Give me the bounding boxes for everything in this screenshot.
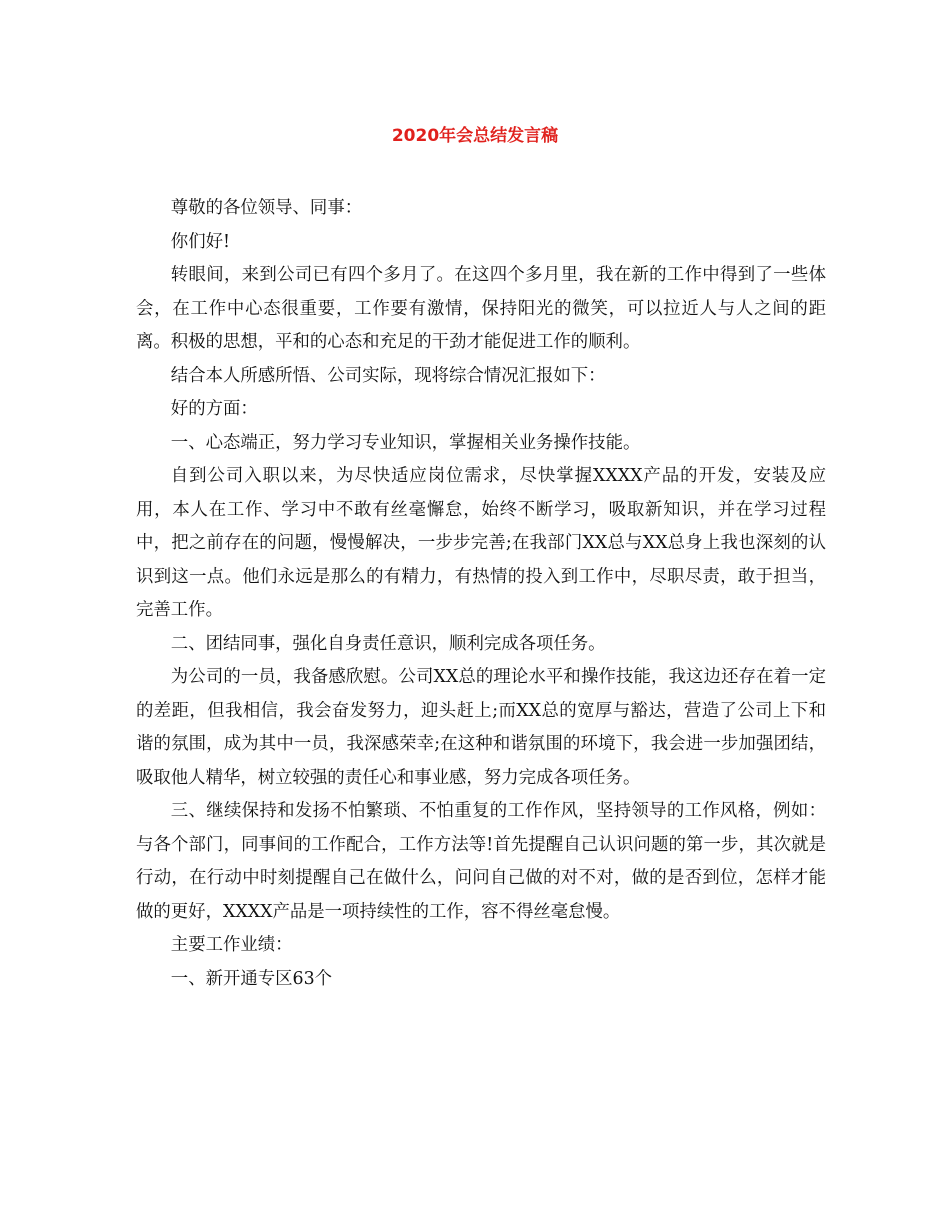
point-body-1: 自到公司入职以来，为尽快适应岗位需求，尽快掌握XXXX产品的开发，安装及应用，本人在工作、学习中不敢有丝毫懈怠，始终不断学习，吸取新知识，并在学习过程中，把之前存在的问题，慢慢解决，一步步完善;在我部门XX总与XX总身上我也深刻的认识到这一点。他们永远是那么的有精力，有热情的投入到工作中，尽职尽责，敢于担当，完善工作。 [136,466,826,620]
point-body-2: 为公司的一员，我备感欣慰。公司XX总的理论水平和操作技能，我这边还存在着一定的差距，但我相信，我会奋发努力，迎头赶上;而XX总的宽厚与豁达，营造了公司上下和谐的氛围，成为其中一员，我深感荣幸;在这种和谐氛围的环境下，我会进一步加强团结，吸取他人精华，树立较强的责任心和事业感，努力完成各项任务。 [136,667,826,788]
point-heading-1: 一、心态端正，努力学习专业知识，掌握相关业务操作技能。 [170,432,641,453]
document-title: 2020年会总结发言稿 [391,126,559,146]
point-heading-2: 二、团结同事，强化自身责任意识，顺利完成各项任务。 [170,633,606,654]
point-3: 三、继续保持和发扬不怕繁琐、不怕重复的工作作风，坚持领导的工作风格，例如：与各个部门，同事间的工作配合，工作方法等!首先提醒自己认识问题的第一步，其次就是行动，在行动中时刻提醒自己在做什么，问问自己做的对不对，做的是否到位，怎样才能做的更好，XXXX产品是一项持续性的工作，容不得丝毫怠慢。 [136,801,826,922]
paragraph-intro: 转眼间，来到公司已有四个多月了。在这四个多月里，我在新的工作中得到了一些体会，在工作中心态很重要，工作要有激情，保持阳光的微笑，可以拉近人与人之间的距离。积极的思想，平和的心态和充足的干劲才能促进工作的顺利。 [136,265,826,352]
salutation: 尊敬的各位领导、同事： [170,198,363,218]
section-heading-good-aspects: 好的方面： [170,399,258,419]
achievement-item-1: 一、新开通专区63个 [170,968,333,989]
section-heading-achievements: 主要工作业绩： [170,935,293,955]
greeting: 你们好! [170,231,230,252]
document-body [136,192,826,996]
paragraph-summary-lead: 结合本人所感所悟、公司实际，现将综合情况汇报如下： [170,365,606,386]
